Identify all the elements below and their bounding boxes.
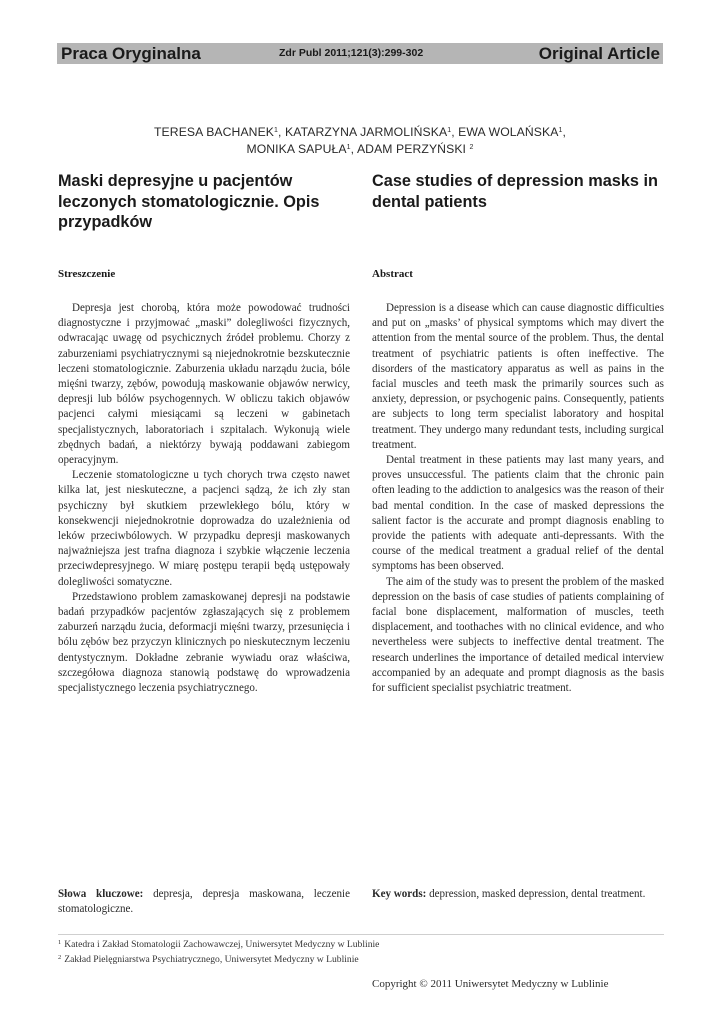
copyright-notice: Copyright © 2011 Uniwersytet Medyczny w Lublinie [372, 978, 609, 990]
author-affiliation: 2 [469, 144, 474, 151]
keywords-label-pl: Słowa kluczowe: [58, 888, 144, 900]
footnotes [58, 937, 664, 966]
abstract-paragraph: The aim of the study was to present the problem of the masked depression on the basis of case studies of patients complaining of facial bone displacement, malformation of muscles, teeth displacement, and toothaches with no clinical evidence, and who nevertheless were subjects to ineffective dental treatment. The research underlines the importance of detailed medical interview accompanied by an adequate and prompt diagnosis as the basis for sufficient specialist psychiatric treatment. [372, 575, 664, 695]
keywords-pl [58, 887, 350, 917]
author-list [60, 123, 660, 157]
author-name: EWA WOLAŃSKA [458, 125, 559, 139]
abstract-paragraph: Leczenie stomatologiczne u tych chorych trwa często nawet kilka lat, jest nieskuteczne, a pacjenci sądzą, że ich zły stan psychiczny był skutkiem przewlekłego bólu, który w konsekwencji niejednokrotnie doprowadza do uzależnienia od leków przeciwbólowych. W przypadku depresji maskowanych najważniejsza jest trafna diagnoza i szybkie włączenie leczenia przeciwdepresyjnego. W miarę postępu terapii będą ustępowały dolegliwości somatyczne. [58, 469, 350, 588]
header-section-en: Original Article [538, 44, 660, 63]
footnote-number: 1 [58, 939, 62, 946]
abstract-body-en [372, 301, 664, 696]
author-affiliation: 1 [447, 127, 452, 134]
footnote-text: Zakład Pielęgniarstwa Psychiatrycznego, Uniwersytet Medyczny w Lublinie [64, 953, 359, 965]
journal-header-bar [57, 43, 663, 64]
title-english: Case studies of depression masks in dental patients [372, 172, 658, 211]
keywords-text-en: depression, masked depression, dental treatment. [426, 888, 646, 900]
header-citation: Zdr Publ 2011;121(3):299-302 [279, 47, 424, 59]
author-affiliation: 1 [558, 127, 563, 134]
keywords-text-pl: depresja, depresja maskowana, leczenie stomatologiczne. [58, 888, 350, 916]
author-affiliation: 1 [274, 127, 279, 134]
author-name: MONIKA SAPUŁA [246, 142, 347, 156]
author-name: KATARZYNA JARMOLIŃSKA [285, 125, 448, 139]
author-affiliation: 1 [346, 144, 351, 151]
abstract-paragraph: Depression is a disease which can cause diagnostic difficulties and put on „masks’ of physical symptoms which may divert the attention from the mental source of the problem. Thus, the dental treatment of psychiatric patients is often ineffective. The disorders of the masticatory apparatus as well as pains in the facial muscles and teeth mask the primarily sources such as anxiety, depression, or psychogenic pains. Consequently, patients are subjects to long term specialist laboratory and hospital treatment. They undergo many redundant tests, including surgical treatment. [372, 302, 664, 451]
header-section-pl: Praca Oryginalna [61, 44, 201, 63]
footnote-item [58, 952, 664, 967]
abstract-paragraph: Dental treatment in these patients may last many years, and proves unsuccessful. The patients claim that the chronic pain often leading to the addiction to analgesics was the reason of their bad mental condition. In the case of masked depressions the salient factor is the accurate and prompt diagnosis enabling to provide the patients with adequate anti-depressants. With the course of the medical treatment a gradual relief of the dental symptoms has been observed. [372, 454, 664, 573]
abstract-paragraph: Przedstawiono problem zamaskowanej depresji na podstawie badań przypadków pacjentów zgłaszających się z problemem zaburzeń narządu żucia, deformacji mięśni twarzy, przesunięcia i bólu zębów bez przyczyn klinicznych po nieskutecznym leczeniu dentystycznym. Dokładne zebranie wywiadu oraz właściwa, szczegółowa diagnoza stanowią podstawę do wprowadzenia specjalistycznego leczenia psychiatrycznego. [58, 590, 350, 695]
title-polish: Maski depresyjne u pacjentów leczonych stomatologicznie. Opis przypadków [58, 172, 320, 231]
abstract-heading-en: Abstract [372, 268, 413, 280]
keywords-en [372, 887, 664, 902]
author-name: TERESA BACHANEK [154, 125, 275, 139]
keywords-label-en: Key words: [372, 888, 427, 900]
abstract-paragraph: Depresja jest chorobą, która może powodować trudności diagnostyczne i przyjmować „maski” dolegliwości fizycznych, odwracając uwagę od psychicznych źródeł problemu. Chorzy z zaburzeniami psychiatrycznymi są niejednokrotnie bezskutecznie leczeni stomatologicznie. Zaburzenia układu narządu żucia, bóle mięśni twarzy, zębów, powodują maskowanie objawów nerwicy, depresji lub bólów psychogennych. W obliczu takich objawów pacjenci całymi miesiącami są leczeni w gabinetach specjalistycznych, laboratoriach i szpitalach. Wykonują wiele zbędnych badań, a niektórzy bywają poddawani zabiegom operacyjnym. [58, 302, 350, 467]
author-line-2: MONIKA SAPUŁA$^1$, ADAM PERZYŃSKI $^2$ [246, 142, 474, 156]
footnote-number: 2 [58, 953, 62, 961]
abstract-body-pl [58, 301, 350, 696]
author-name: ADAM PERZYŃSKI [356, 142, 467, 156]
author-line-1: TERESA BACHANEK$^1$, KATARZYNA JARMOLIŃSKA$^1$, EWA WOLAŃSKA$^1$, [154, 125, 566, 139]
footnote-divider [58, 934, 664, 935]
footnote-text: Katedra i Zakład Stomatologii Zachowawczej, Uniwersytet Medyczny w Lublinie [64, 939, 380, 950]
footnote-item [58, 937, 664, 952]
abstract-heading-pl: Streszczenie [58, 268, 116, 280]
